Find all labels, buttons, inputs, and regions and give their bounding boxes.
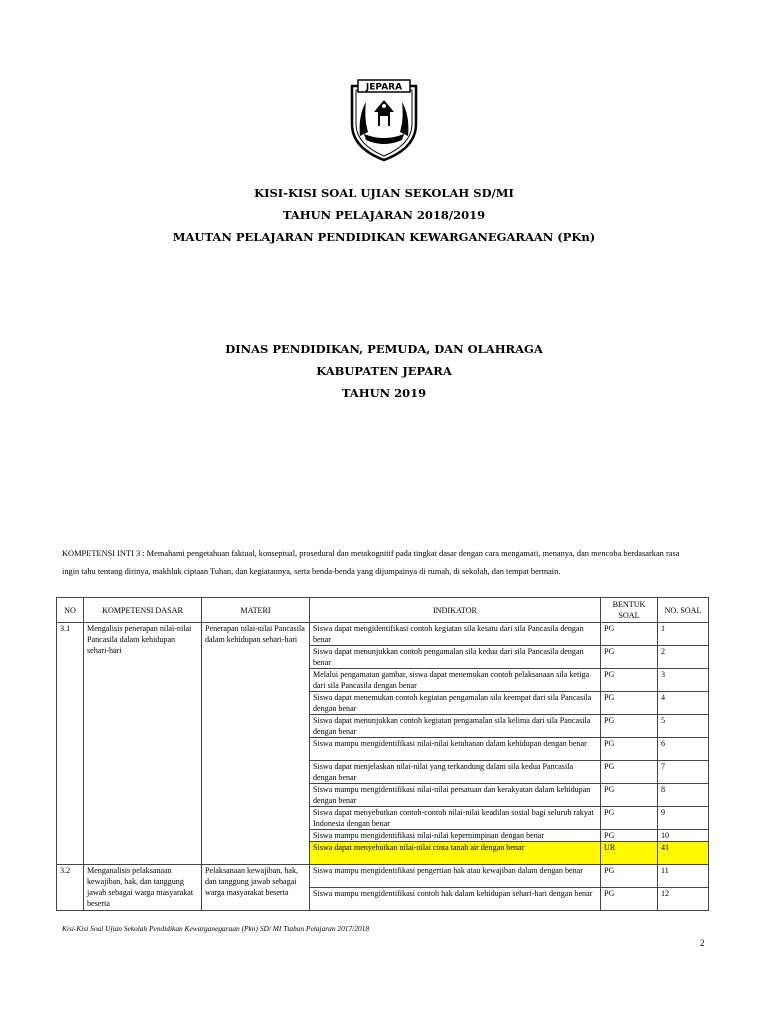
indikator-cell: Siswa dapat mengidentifikasi contoh kegiatan sila kesatu dari sila Pancasila dengan benar	[310, 623, 601, 646]
no-soal-cell: 2	[658, 646, 709, 669]
bentuk-soal-cell: PG	[601, 784, 658, 807]
no-soal-cell: 10	[658, 830, 709, 842]
indikator-cell: Siswa mampu mengidentifikasi nilai-nilai kepemimpinan dengan benar	[310, 830, 601, 842]
indikator-cell: Siswa dapat menyebutkan contoh-contoh nilai-nilai keadilan sosial bagi seluruh rakyat Indonesia dengan benar	[310, 807, 601, 830]
no-soal-cell: 12	[658, 888, 709, 911]
header-materi: MATERI	[202, 598, 310, 623]
indikator-cell: Siswa dapat menunjukkan contoh kegiatan pengamalan sila kelima dari sila Pancasila dengan benar	[310, 715, 601, 738]
no-soal-cell: 9	[658, 807, 709, 830]
no-soal-cell: 8	[658, 784, 709, 807]
agency-line-2: KABUPATEN JEPARA	[316, 364, 452, 378]
bentuk-soal-cell: PG	[601, 715, 658, 738]
agency-line-3: TAHUN 2019	[341, 386, 427, 400]
jepara-regency-emblem	[344, 76, 424, 162]
table-header-row	[57, 598, 709, 623]
logo-text: JEPARA	[365, 82, 403, 93]
no-soal-cell: 41	[658, 842, 709, 865]
indikator-cell: Siswa dapat menemukan contoh kegiatan pengamalan sila keempat dari sila Pancasila dengan benar	[310, 692, 601, 715]
bentuk-soal-cell: UR	[601, 842, 658, 865]
header-no: NO	[57, 598, 84, 623]
kompetensi-inti-text: KOMPETENSI INTI 3 : Memahami pengetahuan faktual, konseptual, prosedural dan metakognitif pada tingkat dasar dengan cara mengamati, menanya, dan mencoba berdasarkan rasa ingin tahu tentang dirinya, makhluk ciptaan Tuhan, dan kegiatannya, serta benda-benda yang dijumpainya di rumah, di sekolah, dan tempat bermain.	[62, 549, 680, 576]
bentuk-soal-cell: PG	[601, 692, 658, 715]
indikator-cell: Siswa mampu mengidentifikasi nilai-nilai ketuhanan dalam kehidupan dengan benar	[310, 738, 601, 761]
bentuk-soal-cell: PG	[601, 669, 658, 692]
bentuk-soal-cell: PG	[601, 830, 658, 842]
bentuk-soal-cell: PG	[601, 888, 658, 911]
title-line-3: MAUTAN PELAJARAN PENDIDIKAN KEWARGANEGARAAN (PKn)	[172, 230, 596, 244]
indikator-cell: Siswa mampu mengidentifikasi pengertian hak atau kewajiban dalam dengan benar	[310, 865, 601, 888]
no-soal-cell: 11	[658, 865, 709, 888]
no-soal-cell: 6	[658, 738, 709, 761]
no-soal-cell: 1	[658, 623, 709, 646]
bentuk-soal-cell: PG	[601, 623, 658, 646]
table-row	[57, 865, 709, 888]
agency-line-1: DINAS PENDIDIKAN, PEMUDA, DAN OLAHRAGA	[225, 342, 543, 356]
page-footer: Kisi-Kisi Soal Ujian Sekolah Pendidikan Kewarganegaraan (Pkn) SD/ MI Ttahun Pelajaran 2017/2018	[62, 924, 370, 933]
materi-cell: Pelaksanaan kewajiban, hak, dan tanggung jawab sebagai warga masyarakat beserta	[202, 865, 310, 911]
indikator-cell: Siswa mampu mengidentifikasi contoh hak dalam kehidupan sehari-hari dengan benar	[310, 888, 601, 911]
indikator-cell: Siswa mampu mengidentifikasi nilai-nilai persatuan dan kerakyatan dalam kehidupan dengan benar	[310, 784, 601, 807]
no-soal-cell: 4	[658, 692, 709, 715]
header-no-soal: NO. SOAL	[658, 598, 709, 623]
bentuk-soal-cell: PG	[601, 865, 658, 888]
bentuk-soal-cell: PG	[601, 738, 658, 761]
indikator-cell: Siswa dapat menyebutkan nilai-nilai cinta tanah air dengan benar	[310, 842, 601, 865]
kompetensi-dasar-cell: Menganalisis pelaksanaan kewajiban, hak, dan tanggung jawab sebagai warga masyarakat beserta	[84, 865, 202, 911]
title-line-2: TAHUN PELAJARAN 2018/2019	[282, 208, 486, 222]
indikator-cell: Siswa dapat menunjukkan contoh pengamalan sila kedua dari sila Pancasila dengan benar	[310, 646, 601, 669]
bentuk-soal-cell: PG	[601, 761, 658, 784]
bentuk-soal-cell: PG	[601, 807, 658, 830]
page-number: 2	[700, 938, 705, 948]
header-kompetensi-dasar: KOMPETENSI DASAR	[84, 598, 202, 623]
no-soal-cell: 5	[658, 715, 709, 738]
kd-number: 3.1	[57, 623, 84, 865]
no-soal-cell: 3	[658, 669, 709, 692]
indikator-cell: Siswa dapat menjelaskan nilai-nilai yang terkandung dalam sila kedua Pancasila dengan benar	[310, 761, 601, 784]
kisi-kisi-table	[56, 597, 709, 911]
header-indikator: INDIKATOR	[310, 598, 601, 623]
kompetensi-dasar-cell: Mengalisis penerapan nilai-nilai Pancasila dalam kehidupan sehari-hari	[84, 623, 202, 865]
header-bentuk-soal: BENTUK SOAL	[601, 598, 658, 623]
table-row	[57, 623, 709, 646]
kd-number: 3.2	[57, 865, 84, 911]
title-line-1: KISI-KISI SOAL UJIAN SEKOLAH SD/MI	[254, 186, 514, 200]
materi-cell: Penerapan nilai-nilai Pancasila dalam kehidupan sehari-hari	[202, 623, 310, 865]
indikator-cell: Melalui pengamatan gambar, siswa dapat menemukan contoh pelaksanaan sila ketiga dari sila Pancasila dengan benar	[310, 669, 601, 692]
no-soal-cell: 7	[658, 761, 709, 784]
bentuk-soal-cell: PG	[601, 646, 658, 669]
